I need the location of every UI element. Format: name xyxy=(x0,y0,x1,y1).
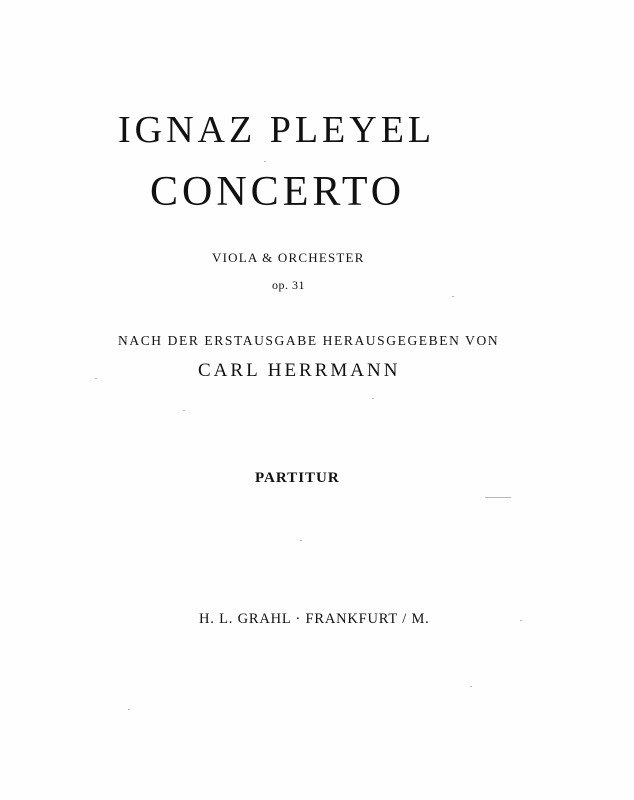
score-label: PARTITUR xyxy=(255,470,340,486)
scan-speck xyxy=(470,686,472,687)
publisher-imprint: H. L. GRAHL · FRANKFURT / M. xyxy=(199,611,430,627)
scan-speck xyxy=(183,410,185,411)
scan-speck xyxy=(520,620,522,621)
scan-speck xyxy=(128,709,130,710)
instrumentation: VIOLA & ORCHESTER xyxy=(212,250,365,265)
edition-note: NACH DER ERSTAUSGABE HERAUSGEGEBEN VON xyxy=(118,333,500,348)
scan-speck xyxy=(95,378,97,379)
work-title: CONCERTO xyxy=(150,169,406,215)
scan-speck xyxy=(452,296,454,297)
composer-name: IGNAZ PLEYEL xyxy=(118,109,436,151)
opus-number: op. 31 xyxy=(272,278,305,292)
editor-name: CARL HERRMANN xyxy=(198,360,401,381)
scan-speck xyxy=(485,497,511,498)
scan-speck xyxy=(264,161,266,162)
scan-speck xyxy=(372,398,374,399)
scan-speck xyxy=(300,540,302,541)
